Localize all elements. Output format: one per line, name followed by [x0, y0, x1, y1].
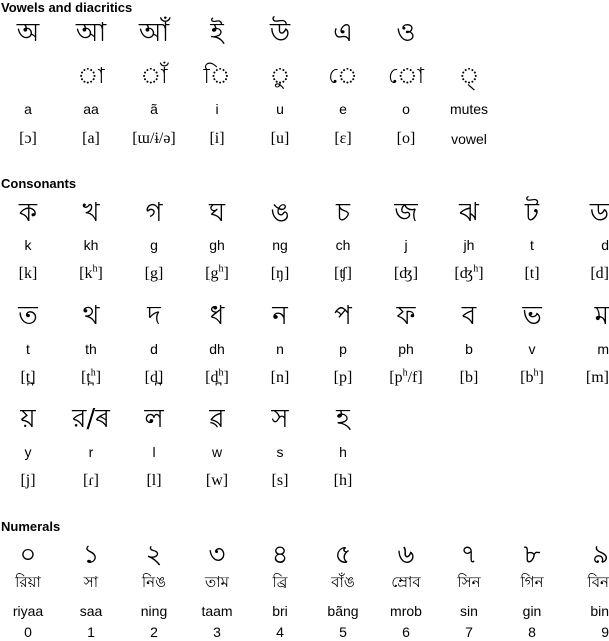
numeral-digit: ২	[145, 540, 163, 570]
ipa-base: [m]	[585, 369, 609, 386]
vowel-ipa: [u]	[270, 130, 290, 147]
consonant-ipa	[61, 368, 121, 388]
ipa-base: [b]	[459, 369, 479, 386]
consonant-ipa	[0, 471, 58, 491]
ipa-aspiration-mark: h	[473, 263, 479, 275]
consonant-letter: ত	[18, 301, 38, 331]
consonant-ipa	[124, 471, 184, 491]
consonant-letter: গ	[145, 198, 163, 228]
ipa-tail: ]	[538, 369, 544, 386]
vowel-ipa: [i]	[209, 130, 225, 147]
vowel-letter: আঁ	[138, 18, 170, 48]
numeral-arabic-value: 3	[213, 624, 221, 640]
consonant-letter: ঙ	[270, 198, 290, 228]
consonant-ipa	[313, 264, 373, 284]
consonant-letter: ড	[589, 198, 609, 228]
vowel-transliteration: u	[276, 101, 284, 117]
consonant-letter: ঘ	[208, 198, 226, 228]
consonant-transliteration: k	[24, 237, 32, 253]
vowel-diacritic: ু	[269, 64, 291, 89]
numeral-transliteration: bãng	[327, 603, 359, 619]
consonant-letter: দ	[147, 301, 161, 331]
vowel-ipa: vowel	[451, 131, 487, 147]
numeral-digit: ৮	[523, 540, 541, 570]
ipa-base: [t]	[524, 265, 540, 282]
consonant-transliteration: ch	[335, 237, 351, 253]
consonant-letter: ধ	[209, 301, 225, 331]
consonant-letter: ভ	[522, 301, 542, 331]
consonant-transliteration: y	[24, 444, 32, 460]
vowel-letter: ও	[396, 18, 416, 48]
consonant-transliteration: j	[404, 237, 408, 253]
ipa-base: [h]	[333, 472, 353, 489]
numeral-word: ব্রি	[272, 573, 288, 591]
consonant-letter: ৱ	[209, 404, 225, 434]
numeral-arabic-value: 4	[276, 624, 284, 640]
ipa-base: [l]	[146, 472, 162, 489]
numeral-word: রিয়া	[15, 573, 41, 591]
consonant-transliteration: ng	[272, 237, 288, 253]
vowel-transliteration: mutes	[449, 101, 489, 117]
consonant-letter: ট	[524, 198, 540, 228]
consonant-transliteration: kh	[83, 237, 99, 253]
numeral-transliteration: ning	[140, 603, 168, 619]
consonant-ipa	[61, 264, 121, 284]
numeral-arabic-value: 2	[150, 624, 158, 640]
consonant-ipa	[549, 264, 609, 284]
vowel-letter: আ	[75, 18, 107, 48]
ipa-base: [d̪]	[144, 369, 164, 386]
consonant-transliteration: l	[152, 444, 156, 460]
ipa-base: [k	[79, 265, 93, 282]
ipa-base: [ɾ]	[83, 472, 99, 489]
consonant-transliteration: t	[26, 341, 30, 357]
consonants-heading: Consonants	[1, 176, 77, 191]
ipa-base: [b	[520, 369, 534, 386]
numeral-word: সিন	[457, 573, 481, 591]
consonant-transliteration: gh	[209, 237, 225, 253]
numeral-word: নিঙ	[141, 573, 167, 591]
consonant-transliteration: d	[150, 341, 158, 357]
ipa-tail: ]	[223, 265, 229, 282]
ipa-aspiration-mark: h	[402, 367, 408, 379]
vowel-letter: উ	[269, 18, 291, 48]
consonant-transliteration: s	[276, 444, 284, 460]
consonant-ipa	[313, 471, 373, 491]
numeral-digit: ৫	[334, 540, 352, 570]
consonant-transliteration: h	[339, 444, 347, 460]
numeral-digit: ৩	[208, 540, 226, 570]
consonant-ipa	[124, 264, 184, 284]
consonant-letter: ক	[18, 198, 38, 228]
numeral-word: বিন	[587, 573, 609, 591]
consonant-ipa	[376, 368, 436, 388]
ipa-base: [ʤ	[454, 265, 474, 282]
ipa-base: [p]	[333, 369, 353, 386]
ipa-base: [ʧ]	[333, 265, 352, 282]
numeral-transliteration: riyaa	[12, 603, 44, 619]
consonant-ipa	[0, 368, 58, 388]
vowel-transliteration: i	[215, 101, 219, 117]
ipa-base: [d]	[590, 265, 609, 282]
ipa-base: [s]	[271, 472, 289, 489]
vowel-ipa: [ɯ/ɨ/ə]	[132, 130, 176, 147]
ipa-aspiration-mark: h	[90, 367, 96, 379]
numeral-arabic-value: 7	[465, 624, 473, 640]
ipa-base: [ŋ]	[270, 265, 290, 282]
ipa-base: [j]	[20, 472, 36, 489]
ipa-tail: /f]	[407, 369, 423, 386]
vowel-letter: অ	[16, 18, 40, 48]
consonant-letter: জ	[394, 198, 418, 228]
consonant-transliteration: n	[276, 341, 284, 357]
vowel-diacritic: ে	[328, 64, 358, 89]
numeral-word: গিন	[520, 573, 544, 591]
consonant-transliteration: d	[601, 237, 609, 253]
consonant-ipa	[250, 471, 310, 491]
ipa-tail: ]	[97, 265, 103, 282]
consonant-transliteration: v	[528, 341, 536, 357]
consonant-ipa	[250, 368, 310, 388]
vowel-ipa: [ɔ]	[19, 130, 37, 147]
numeral-digit: ১	[82, 540, 100, 570]
consonant-ipa	[250, 264, 310, 284]
ipa-base: [g]	[144, 265, 164, 282]
consonant-ipa	[61, 471, 121, 491]
vowels-heading: Vowels and diacritics	[1, 0, 133, 15]
consonant-transliteration: w	[211, 444, 223, 460]
ipa-base: [t̪	[80, 369, 91, 386]
vowel-diacritic: ো	[388, 64, 424, 89]
numeral-digit: ০	[19, 540, 37, 570]
ipa-base: [n]	[270, 369, 290, 386]
consonant-ipa	[439, 264, 499, 284]
numeral-transliteration: taam	[201, 603, 233, 619]
consonant-ipa	[187, 264, 247, 284]
numeral-word: তাম	[205, 573, 229, 591]
consonant-letter: ঝ	[459, 198, 479, 228]
consonant-letter: চ	[335, 198, 351, 228]
vowel-letter: এ	[333, 18, 353, 48]
consonant-transliteration: m	[597, 341, 609, 357]
consonant-ipa	[124, 368, 184, 388]
consonant-letter: ফ	[396, 301, 416, 331]
consonant-letter: থ	[82, 301, 100, 331]
numeral-transliteration: gin	[522, 603, 542, 619]
ipa-base: [k]	[18, 265, 38, 282]
ipa-aspiration-mark: h	[218, 263, 224, 275]
numeral-transliteration: bri	[272, 603, 288, 619]
consonant-letter: হ	[336, 404, 350, 434]
consonant-transliteration: b	[465, 341, 473, 357]
consonant-letter: র/ৰ	[72, 404, 110, 434]
vowel-ipa: [a]	[82, 130, 100, 147]
consonant-letter: ম	[594, 301, 609, 331]
ipa-tail: ]	[478, 265, 484, 282]
vowel-transliteration: ã	[150, 101, 158, 117]
consonant-transliteration: jh	[463, 237, 475, 253]
numeral-word: বাঁঙ	[331, 573, 355, 591]
consonant-ipa	[549, 368, 609, 388]
numeral-word: ম্রোব	[391, 573, 421, 591]
vowel-ipa: [ɛ]	[334, 130, 352, 147]
vowel-diacritic: ি	[203, 64, 231, 89]
numeral-digit: ৬	[397, 540, 415, 570]
consonant-letter: খ	[82, 198, 100, 228]
vowel-letter: ই	[210, 18, 224, 48]
ipa-aspiration-mark: h	[218, 367, 224, 379]
vowel-diacritic: ্	[458, 64, 480, 89]
vowel-ipa: [o]	[396, 130, 416, 147]
vowel-transliteration: a	[24, 101, 32, 117]
ipa-aspiration-mark: h	[533, 367, 539, 379]
numeral-transliteration: bin	[590, 603, 609, 619]
ipa-tail: ]	[223, 369, 229, 386]
vowel-diacritic: াঁ	[140, 64, 168, 89]
consonant-transliteration: p	[339, 341, 347, 357]
numeral-transliteration: sin	[460, 603, 478, 619]
numeral-arabic-value: 0	[24, 624, 32, 640]
consonant-transliteration: ph	[398, 341, 414, 357]
ipa-base: [w]	[205, 472, 229, 489]
vowel-diacritic: া	[77, 64, 105, 89]
consonant-transliteration: th	[85, 341, 97, 357]
ipa-base: [g	[205, 265, 219, 282]
numeral-transliteration: mrob	[390, 603, 422, 619]
ipa-base: [p	[389, 369, 403, 386]
numeral-transliteration: saa	[79, 603, 103, 619]
numeral-digit: ৭	[460, 540, 478, 570]
consonant-ipa	[0, 264, 58, 284]
ipa-aspiration-mark: h	[92, 263, 98, 275]
consonant-letter: ব	[461, 301, 477, 331]
vowel-transliteration: aa	[83, 101, 99, 117]
numeral-digit: ৪	[271, 540, 289, 570]
numeral-arabic-value: 1	[87, 624, 95, 640]
consonant-letter: ল	[144, 404, 164, 434]
numeral-digit: ৯	[592, 540, 609, 570]
consonant-transliteration: r	[88, 444, 94, 460]
numerals-heading: Numerals	[1, 519, 61, 534]
consonant-letter: প	[334, 301, 352, 331]
consonant-ipa	[313, 368, 373, 388]
vowel-transliteration: e	[339, 101, 347, 117]
consonant-transliteration: g	[150, 237, 158, 253]
ipa-base: [t̪]	[20, 369, 36, 386]
numeral-arabic-value: 6	[402, 624, 410, 640]
consonant-ipa	[187, 368, 247, 388]
consonant-letter: ন	[272, 301, 288, 331]
consonant-letter: স	[271, 404, 289, 434]
consonant-ipa	[439, 368, 499, 388]
ipa-base: [d̪	[205, 369, 219, 386]
consonant-letter: য়	[20, 404, 36, 434]
consonant-transliteration: dh	[209, 341, 225, 357]
numeral-arabic-value: 5	[339, 624, 347, 640]
ipa-base: [ʤ]	[393, 265, 419, 282]
consonant-ipa	[376, 264, 436, 284]
consonant-transliteration: t	[530, 237, 534, 253]
vowel-transliteration: o	[402, 101, 410, 117]
ipa-tail: ]	[95, 369, 102, 386]
numeral-arabic-value: 9	[601, 624, 609, 640]
consonant-ipa	[187, 471, 247, 491]
numeral-word: সা	[83, 573, 99, 591]
numeral-arabic-value: 8	[528, 624, 536, 640]
